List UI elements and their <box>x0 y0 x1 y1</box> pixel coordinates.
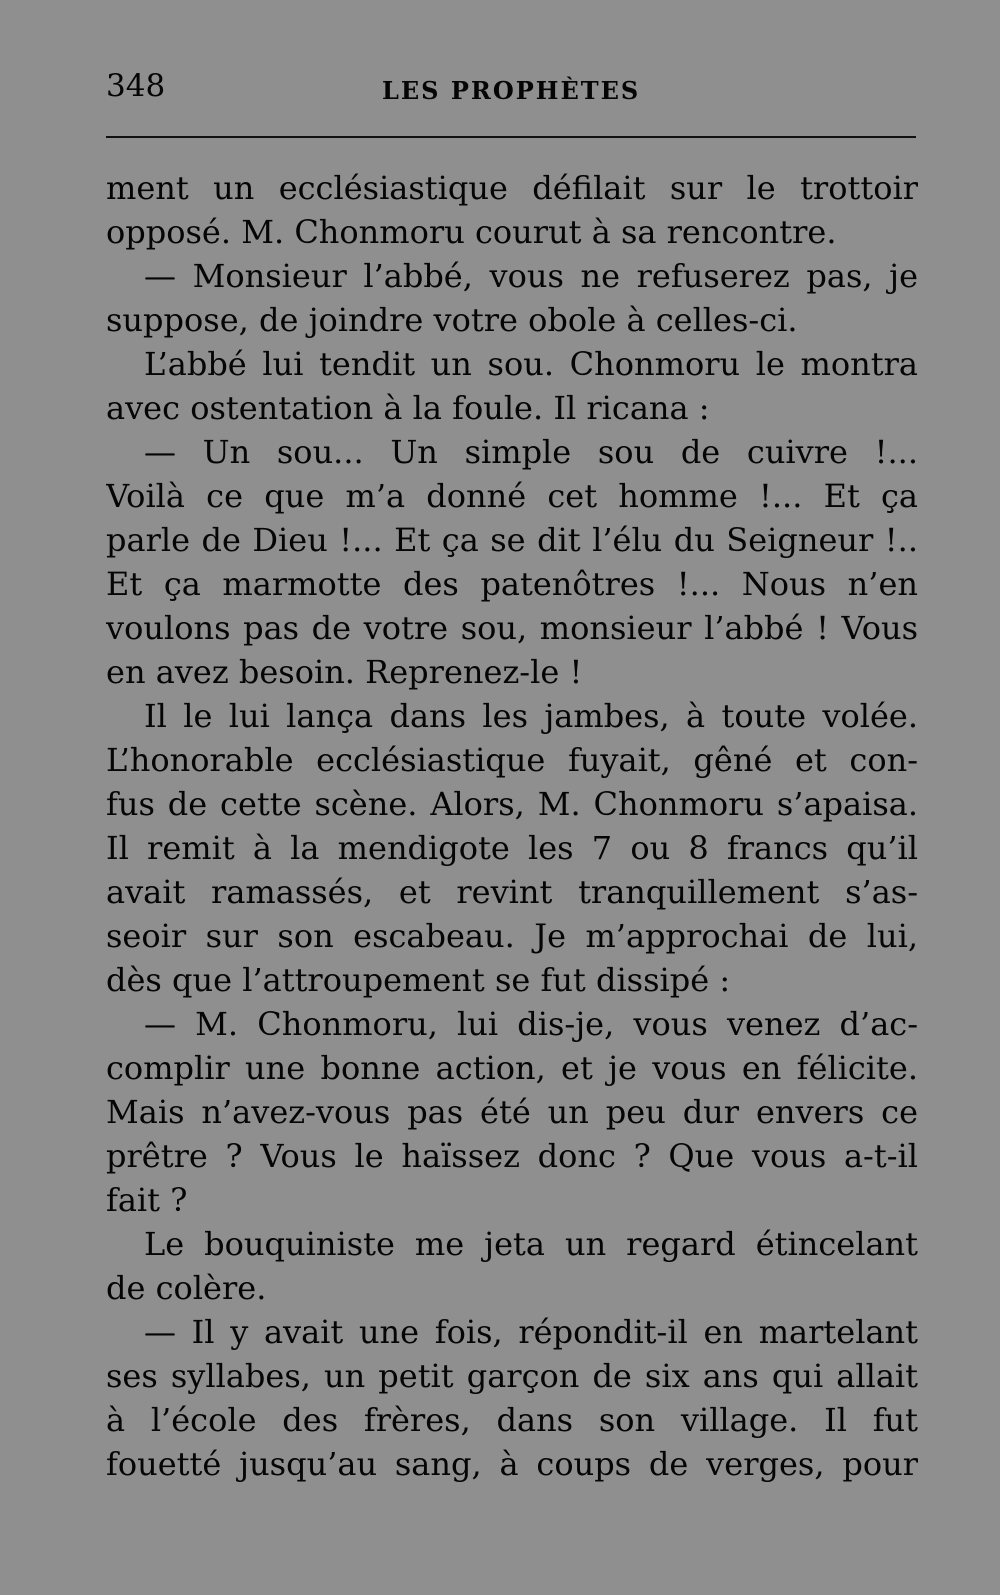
text-line: à l’école des frères, dans son village. Il fut <box>106 1401 918 1439</box>
text-line: Il le lui lança dans les jambes, à toute volée. <box>144 697 918 735</box>
text-line: — M. Chonmoru, lui dis-je, vous venez d’ac- <box>144 1005 918 1043</box>
page-number: 348 <box>106 68 166 104</box>
text-line: fouetté jusqu’au sang, à coups de verges, pour <box>106 1445 918 1483</box>
text-line: fait ? <box>106 1181 188 1219</box>
text-line: L’honorable ecclésiastique fuyait, gêné et con- <box>106 741 918 779</box>
text-line: — Un sou... Un simple sou de cuivre !... <box>144 433 918 471</box>
body-text <box>106 166 918 1486</box>
text-line: Voilà ce que m’a donné cet homme !... Et ça <box>106 477 918 515</box>
text-line: opposé. M. Chonmoru courut à sa rencontre. <box>106 213 837 251</box>
text-line: parle de Dieu !... Et ça se dit l’élu du Seigneur !.. <box>106 521 918 559</box>
text-line: avait ramassés, et revint tranquillement s’as- <box>106 873 918 911</box>
text-line: en avez besoin. Reprenez-le ! <box>106 653 583 691</box>
text-line: fus de cette scène. Alors, M. Chonmoru s’apaisa. <box>106 785 918 823</box>
header-rule <box>106 136 916 138</box>
page-header <box>106 66 918 114</box>
text-line: avec ostentation à la foule. Il ricana : <box>106 389 710 427</box>
text-line: prêtre ? Vous le haïssez donc ? Que vous a-t-il <box>106 1137 918 1175</box>
text-line: voulons pas de votre sou, monsieur l’abbé ! Vous <box>106 609 918 647</box>
text-line: Mais n’avez-vous pas été un peu dur envers ce <box>106 1093 918 1131</box>
text-line: ment un ecclésiastique défilait sur le trottoir <box>106 169 918 207</box>
running-head: LES PROPHÈTES <box>382 76 641 105</box>
text-line: L’abbé lui tendit un sou. Chonmoru le montra <box>144 345 918 383</box>
text-line: — Monsieur l’abbé, vous ne refuserez pas, je <box>144 257 918 295</box>
text-line: dès que l’attroupement se fut dissipé : <box>106 961 731 999</box>
text-line: seoir sur son escabeau. Je m’approchai de lui, <box>106 917 918 955</box>
text-line: ses syllabes, un petit garçon de six ans qui allait <box>106 1357 918 1395</box>
text-line: Il remit à la mendigote les 7 ou 8 francs qu’il <box>106 829 918 867</box>
text-line: de colère. <box>106 1269 267 1307</box>
text-line: Le bouquiniste me jeta un regard étincelant <box>144 1225 918 1263</box>
text-line: Et ça marmotte des patenôtres !... Nous n’en <box>106 565 918 603</box>
text-line: complir une bonne action, et je vous en félicite. <box>106 1049 918 1087</box>
text-line: suppose, de joindre votre obole à celles-ci. <box>106 301 798 339</box>
text-line: — Il y avait une fois, répondit-il en martelant <box>144 1313 918 1351</box>
